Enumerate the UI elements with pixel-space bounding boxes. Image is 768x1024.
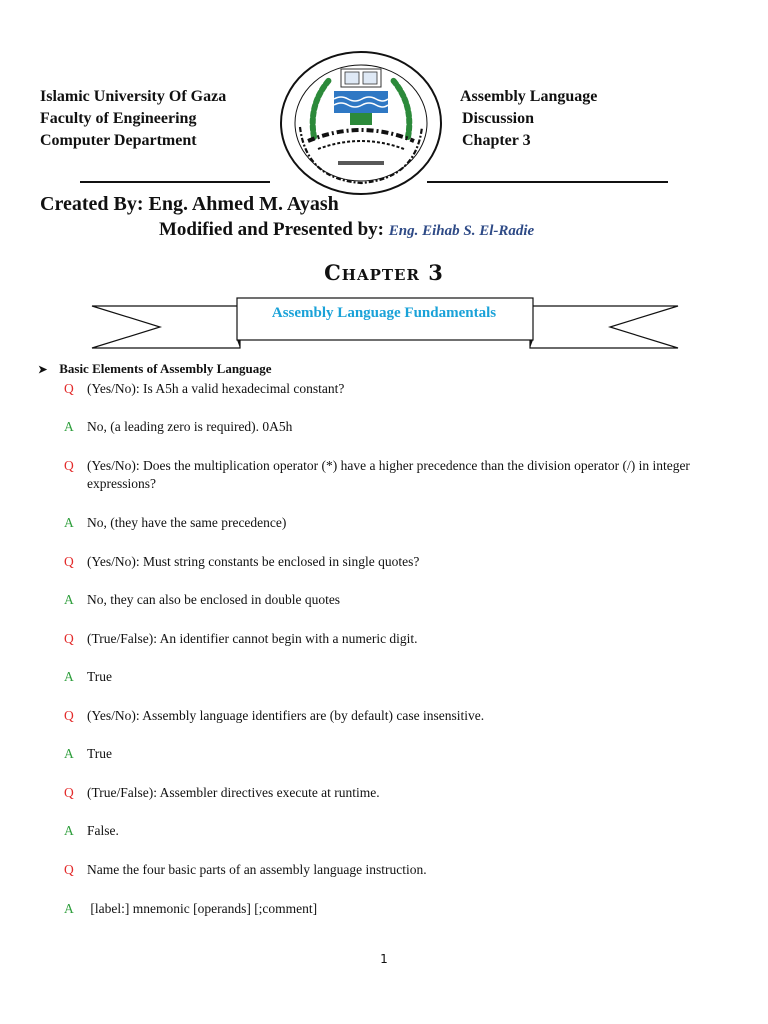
university-name: Islamic University Of Gaza [40, 88, 227, 105]
question-mark: Q [64, 381, 74, 396]
signature-line-left [80, 181, 270, 183]
list-item [64, 457, 704, 493]
question-mark: Q [64, 631, 74, 646]
question-mark: Q [64, 458, 74, 473]
answer-text: No, (a leading zero is required). 0A5h [87, 419, 293, 434]
arrow-bullet-icon: ➤ [38, 363, 48, 376]
list-item [64, 553, 704, 571]
answer-text: [label:] mnemonic [operands] [;comment] [87, 901, 318, 916]
answer-text: No, (they have the same precedence) [87, 515, 287, 530]
question-mark: Q [64, 785, 74, 800]
question-mark: Q [64, 554, 74, 569]
question-mark: Q [64, 862, 74, 877]
list-item [64, 861, 704, 879]
section-heading [38, 361, 272, 377]
answer-text: True [87, 746, 113, 761]
answer-mark: A [64, 746, 74, 761]
question-text: Name the four basic parts of an assembly language instruction. [87, 862, 427, 877]
chapter-label: Chapter 3 [462, 132, 531, 149]
answer-text: False. [87, 823, 119, 838]
question-text: (Yes/No): Does the multiplication operator (*) have a higher precedence than the division operator (/) in integer expressions? [87, 458, 690, 491]
list-item [64, 630, 704, 648]
question-text: (True/False): An identifier cannot begin with a numeric digit. [87, 631, 418, 646]
list-item [64, 668, 704, 686]
chapter-title: Chapter 3 [324, 260, 444, 285]
question-mark: Q [64, 708, 74, 723]
list-item [64, 418, 704, 436]
answer-text: No, they can also be enclosed in double quotes [87, 592, 341, 607]
header-left [40, 86, 226, 152]
modified-label: Modified and Presented by: [159, 219, 385, 240]
answer-mark: A [64, 901, 74, 916]
page-number: 1 [380, 952, 388, 966]
modified-by [159, 219, 534, 241]
question-text: (Yes/No): Assembly language identifiers are (by default) case insensitive. [87, 708, 485, 723]
presenter-name: Eng. Eihab S. El-Radie [388, 223, 535, 239]
created-by: Created By: Eng. Ahmed M. Ayash [40, 193, 339, 215]
answer-text: True [87, 669, 113, 684]
faculty-name: Faculty of Engineering [40, 110, 197, 127]
university-seal-icon [278, 49, 444, 202]
course-name: Assembly Language [460, 88, 598, 105]
list-item [64, 900, 704, 918]
list-item [64, 514, 704, 532]
list-item [64, 707, 704, 725]
answer-mark: A [64, 515, 74, 530]
header-right [460, 86, 597, 152]
question-text: (True/False): Assembler directives execute at runtime. [87, 785, 380, 800]
answer-mark: A [64, 823, 74, 838]
section-title: Basic Elements of Assembly Language [59, 361, 272, 376]
list-item [64, 591, 704, 609]
answer-mark: A [64, 592, 74, 607]
list-item [64, 784, 704, 802]
list-item [64, 822, 704, 840]
list-item [64, 380, 704, 398]
banner-title: Assembly Language Fundamentals [271, 305, 497, 321]
answer-mark: A [64, 669, 74, 684]
session-type: Discussion [462, 110, 535, 127]
question-text: (Yes/No): Is A5h a valid hexadecimal constant? [87, 381, 345, 396]
list-item [64, 745, 704, 763]
answer-mark: A [64, 419, 74, 434]
question-text: (Yes/No): Must string constants be enclosed in single quotes? [87, 554, 420, 569]
signature-line-right [427, 181, 668, 183]
department-name: Computer Department [40, 132, 197, 149]
